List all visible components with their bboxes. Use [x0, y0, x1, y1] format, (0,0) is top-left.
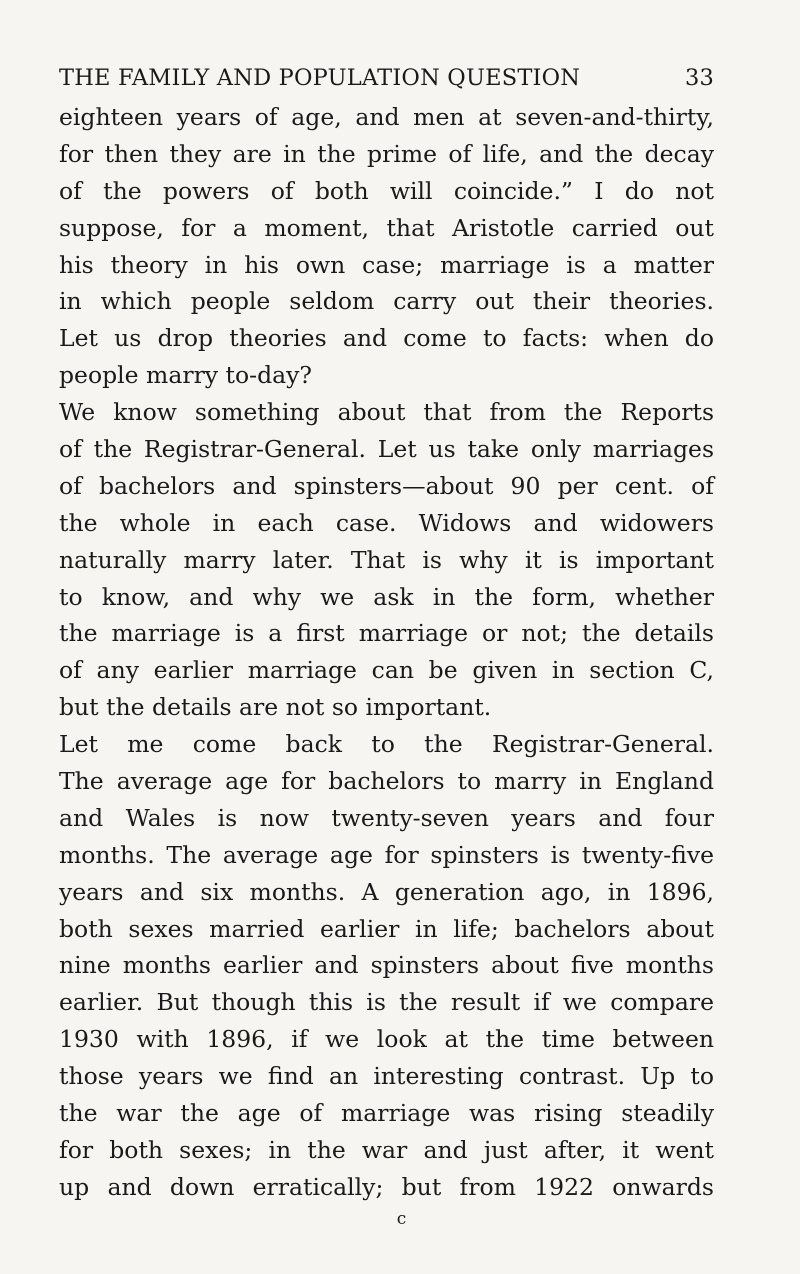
- body-text: [59, 99, 714, 1206]
- page-number: 33: [684, 65, 714, 91]
- text-line: to know, and why we ask in the form, whether: [59, 582, 714, 611]
- text-line: The average age for bachelors to marry in England: [59, 767, 714, 796]
- text-line: the marriage is a first marriage or not; the details: [59, 619, 714, 648]
- signature-mark: c: [396, 1208, 407, 1229]
- text-line: Let me come back to the Registrar-General.: [59, 730, 714, 759]
- book-page: [59, 60, 714, 1230]
- running-title: THE FAMILY AND POPULATION QUESTION: [59, 65, 581, 91]
- text-line: up and down erratically; but from 1922 onwards: [59, 1172, 714, 1201]
- text-line: 1930 with 1896, if we look at the time between: [59, 1025, 714, 1054]
- text-line: of the powers of both will coincide.” I do not: [59, 176, 714, 205]
- text-line: his theory in his own case; marriage is a matter: [59, 250, 714, 279]
- text-line: in which people seldom carry out their theories.: [59, 287, 714, 316]
- text-line: the war the age of marriage was rising steadily: [59, 1099, 714, 1128]
- text-line: and Wales is now twenty-seven years and four: [59, 803, 714, 832]
- text-line: of any earlier marriage can be given in section C,: [59, 656, 714, 685]
- running-head: [59, 60, 714, 96]
- text-line: Let us drop theories and come to facts: when do: [59, 324, 714, 353]
- text-line: of the Registrar-General. Let us take only marriages: [59, 435, 714, 464]
- text-line: the whole in each case. Widows and widowers: [59, 508, 714, 537]
- text-line: but the details are not so important.: [59, 693, 492, 722]
- text-line: We know something about that from the Reports: [59, 398, 714, 427]
- text-line: suppose, for a moment, that Aristotle carried out: [59, 213, 714, 242]
- text-line: for then they are in the prime of life, and the decay: [59, 139, 714, 168]
- text-line: earlier. But though this is the result if we compare: [59, 988, 714, 1017]
- text-line: nine months earlier and spinsters about five months: [59, 951, 714, 980]
- text-line: eighteen years of age, and men at seven-and-thirty,: [59, 103, 714, 131]
- text-line: years and six months. A generation ago, in 1896,: [59, 877, 714, 906]
- text-line: of bachelors and spinsters—about 90 per cent. of: [59, 471, 714, 500]
- text-line: naturally marry later. That is why it is important: [59, 545, 714, 574]
- text-line: for both sexes; in the war and just after, it went: [59, 1135, 714, 1164]
- text-line: both sexes married earlier in life; bachelors about: [59, 914, 714, 943]
- text-line: people marry to-day?: [59, 361, 313, 390]
- text-line: months. The average age for spinsters is twenty-five: [59, 840, 714, 869]
- text-line: those years we find an interesting contrast. Up to: [59, 1062, 714, 1091]
